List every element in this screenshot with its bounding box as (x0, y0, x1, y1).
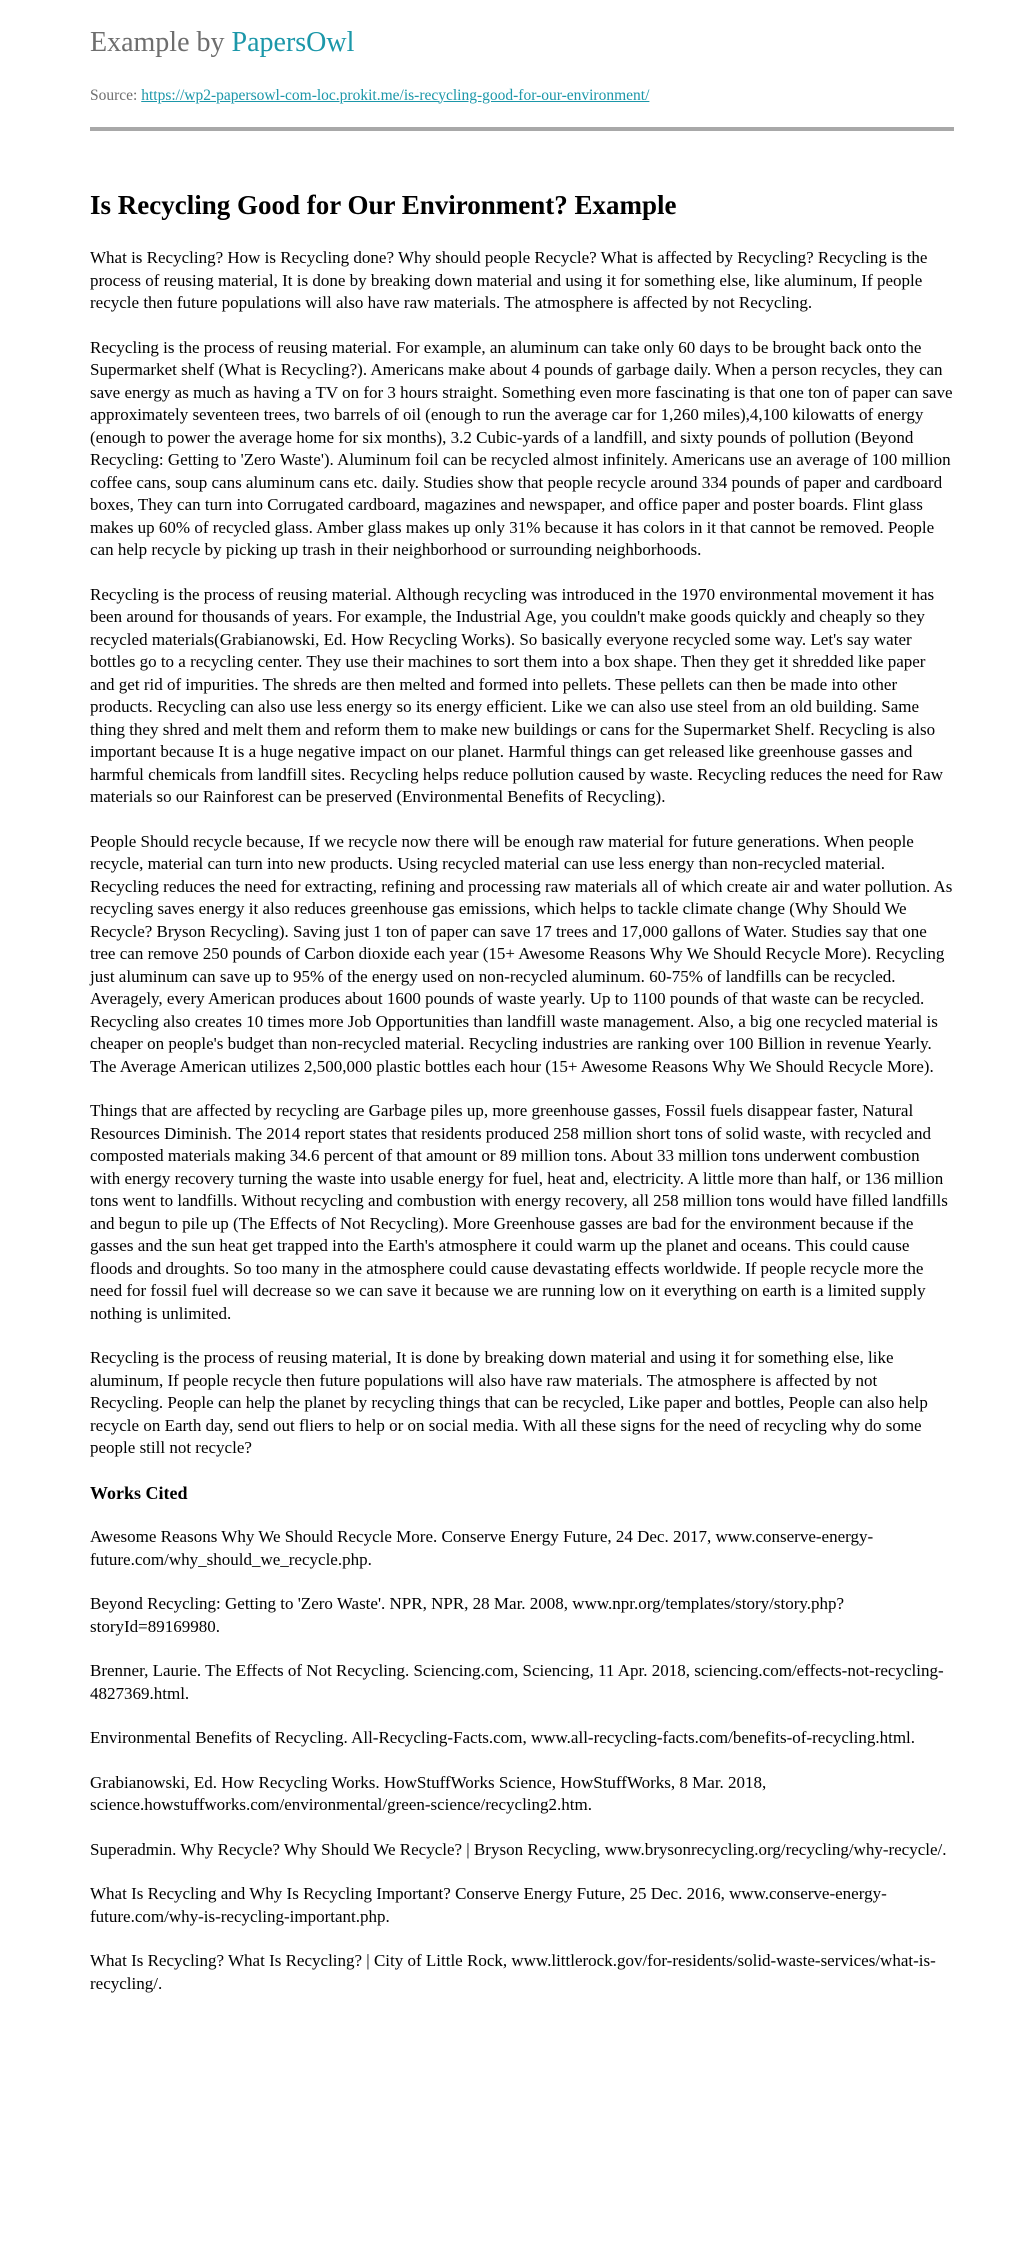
citation-entry-7: What Is Recycling and Why Is Recycling Important? Conserve Energy Future, 25 Dec. 2016, www.conserve-energy-future.com/why-is-recycling-important.php. (90, 1884, 887, 1926)
source-line (90, 86, 954, 106)
brand-name: PapersOwl (231, 27, 355, 58)
citation-entry-4: Environmental Benefits of Recycling. All-Recycling-Facts.com, www.all-recycling-facts.com/benefits-of-recycling.html. (90, 1728, 916, 1748)
citation-entry-3: Brenner, Laurie. The Effects of Not Recycling. Sciencing.com, Sciencing, 11 Apr. 2018, sciencing.com/effects-not-recycling-4827369.html. (90, 1661, 944, 1703)
works-cited-list (90, 1526, 954, 1995)
source-link[interactable]: https://wp2-papersowl-com-loc.prokit.me/is-recycling-good-for-our-environment/ (141, 86, 650, 104)
essay-paragraph-5: Things that are affected by recycling are Garbage piles up, more greenhouse gasses, Fossil fuels disappear faster, Natural Resources Diminish. The 2014 report states that residents produced 258 million short tons of solid waste, with recycled and composted materials making 34.6 percent of that amount or 89 million tons. About 33 million tons underwent combustion with energy recovery turning the waste into usable energy for fuel, heat and, electricity. A little more than half, or 136 million tons went to landfills. Without recycling and combustion with energy recovery, all 258 million tons would have filled landfills and begun to pile up (The Effects of Not Recycling). More Greenhouse gasses are bad for the environment because if the gasses and the sun heat get trapped into the Earth's atmosphere it could warm up the planet and oceans. This could cause floods and droughts. So too many in the atmosphere could cause devastating effects worldwide. If people recycle more the need for fossil fuel will decrease so we can save it because we are running low on it everything on earth is a limited supply nothing is unlimited. (90, 1101, 948, 1323)
essay-paragraph-2: Recycling is the process of reusing material. For example, an aluminum can take only 60 days to be brought back onto the Supermarket shelf (What is Recycling?). Americans make about 4 pounds of garbage daily. When a person recycles, they can save energy as much as having a TV on for 3 hours straight. Something even more fascinating is that one ton of paper can save approximately seventeen trees, two barrels of oil (enough to run the average car for 1,260 miles),4,100 kilowatts of energy (enough to power the average home for six months), 3.2 Cubic-yards of a landfill, and sixty pounds of pollution (Beyond Recycling: Getting to 'Zero Waste'). Aluminum foil can be recycled almost infinitely. Americans use an average of 100 million coffee cans, soup cans aluminum cans etc. daily. Studies show that people recycle around 334 pounds of paper and cardboard boxes, They can turn into Corrugated cardboard, magazines and newspaper, and office paper and poster boards. Flint glass makes up 60% of recycled glass. Amber glass makes up only 31% because it has colors in it that cannot be removed. People can help recycle by picking up trash in their neighborhood or surrounding neighborhoods. (90, 337, 953, 560)
citation-entry-8: What Is Recycling? What Is Recycling? | City of Little Rock, www.littlerock.gov/for-residents/solid-waste-services/what-is-recycling/. (90, 1951, 936, 1993)
citation-entry-1: Awesome Reasons Why We Should Recycle More. Conserve Energy Future, 24 Dec. 2017, www.conserve-energy-future.com/why_should_we_recycle.php. (90, 1527, 874, 1569)
citation-entry-5: Grabianowski, Ed. How Recycling Works. HowStuffWorks Science, HowStuffWorks, 8 Mar. 2018, science.howstuffworks.com/environmental/green-science/recycling2.htm. (90, 1772, 767, 1815)
divider-rule (90, 127, 954, 131)
essay-paragraph-3: Recycling is the process of reusing material. Although recycling was introduced in the 1970 environmental movement it has been around for thousands of years. For example, the Industrial Age, you couldn't make goods quickly and cheaply so they recycled materials(Grabianowski, Ed. How Recycling Works). So basically everyone recycled some way. Let's say water bottles go to a recycling center. They use their machines to sort them into a box shape. Then they get it shredded like paper and get rid of impurities. The shreds are then melted and formed into pellets. These pellets can then be made into other products. Recycling can also use less energy so its energy efficient. Like we can also use steel from an old building. Same thing they shred and melt them and reform them to make new buildings or cans for the Supermarket Shelf. Recycling is also important because It is a huge negative impact on our planet. Harmful things can get released like greenhouse gasses and harmful chemicals from landfill sites. Recycling helps reduce pollution caused by waste. Recycling reduces the need for Raw materials so our Rainforest can be preserved (Environmental Benefits of Recycling). (90, 584, 944, 807)
header-title-prefix: Example by (90, 27, 225, 58)
source-label: Source: (90, 86, 138, 104)
essay-title: Is Recycling Good for Our Environment? Example (90, 189, 677, 220)
citation-entry-6: Superadmin. Why Recycle? Why Should We Recycle? | Bryson Recycling, www.brysonrecycling.org/recycling/why-recycle/. (90, 1839, 947, 1859)
essay-paragraph-1: What is Recycling? How is Recycling done? Why should people Recycle? What is affected by Recycling? Recycling is the process of reusing material, It is done by breaking down material and using it for something else, like aluminum, If people recycle then future populations will also have raw materials. The atmosphere is affected by not Recycling. (90, 248, 928, 313)
citation-entry-2: Beyond Recycling: Getting to 'Zero Waste'. NPR, NPR, 28 Mar. 2008, www.npr.org/templates/story/story.php?storyId=89169980. (90, 1594, 845, 1636)
header-title (90, 26, 954, 60)
essay-paragraph-6: Recycling is the process of reusing material, It is done by breaking down material and using it for something else, like aluminum, If people recycle then future populations will also have raw materials. The atmosphere is affected by not Recycling. People can help the planet by recycling things that can be recycled, Like paper and bottles, People can also help recycle on Earth day, send out fliers to help or on social media. With all these signs for the need of recycling why do some people still not recycle? (90, 1348, 928, 1458)
works-cited-heading: Works Cited (90, 1482, 188, 1503)
document-page (90, 0, 954, 2041)
essay-content (90, 189, 954, 1995)
essay-paragraph-4: People Should recycle because, If we recycle now there will be enough raw material for future generations. When people recycle, material can turn into new products. Using recycled material can use less energy than non-recycled material. Recycling reduces the need for extracting, refining and processing raw materials all of which create air and water pollution. As recycling saves energy it also reduces greenhouse gas emissions, which helps to tackle climate change (Why Should We Recycle? Bryson Recycling). Saving just 1 ton of paper can save 17 trees and 17,000 gallons of Water. Studies say that one tree can remove 250 pounds of Carbon dioxide each year (15+ Awesome Reasons Why We Should Recycle More). Recycling just aluminum can save up to 95% of the energy used on non-recycled aluminum. 60-75% of landfills can be recycled. Averagely, every American produces about 1600 pounds of waste yearly. Up to 1100 pounds of that waste can be recycled. Recycling also creates 10 times more Job Opportunities than landfill waste management. Also, a big one recycled material is cheaper on people's budget than non-recycled material. Recycling industries are ranking over 100 Billion in revenue Yearly. The Average American utilizes 2,500,000 plastic bottles each hour (15+ Awesome Reasons Why We Should Recycle More). (90, 831, 953, 1076)
document-header (90, 26, 954, 131)
